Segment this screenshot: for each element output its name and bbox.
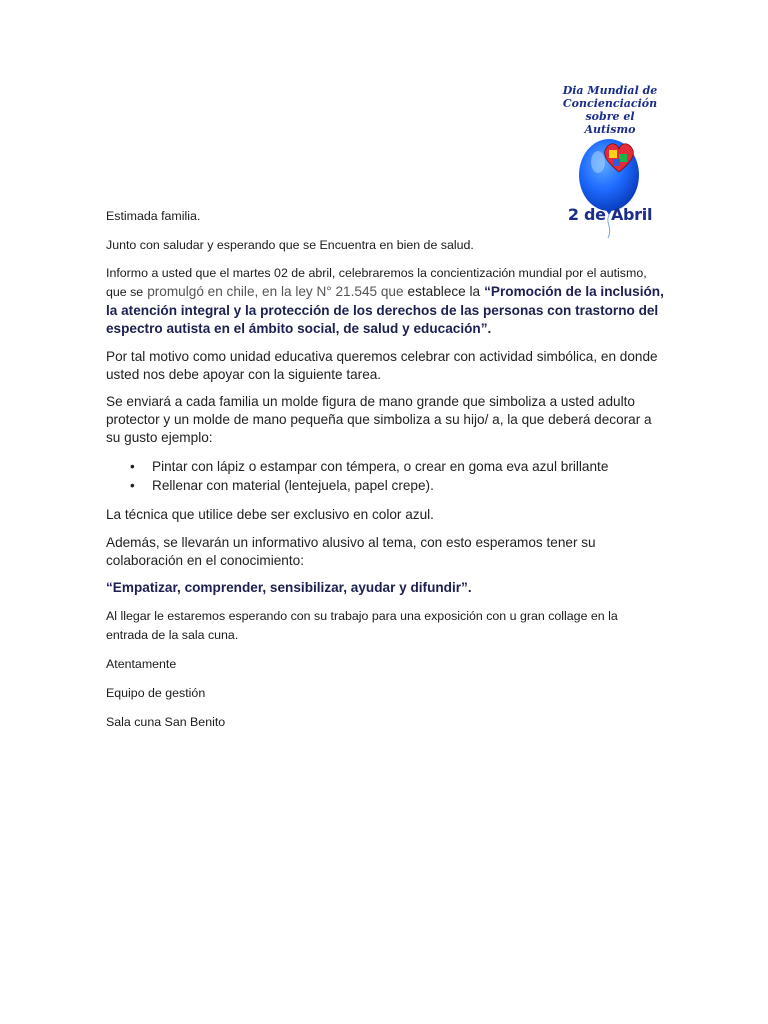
bullet-icon: •	[130, 459, 135, 474]
list-item	[106, 477, 666, 496]
decoration-options-list	[106, 458, 666, 495]
announcement-law-title: “Promoción de la inclusión, la atención integral y la protección de los derechos de las personas con trastorno del espectro autista en el ámbito social, de salud y educación”.	[106, 284, 664, 336]
paragraph-announcement	[106, 264, 666, 338]
announcement-text-1: Informo a usted que el martes 02 de abril, celebraremos la concientización mundial por el autismo, que se	[106, 266, 647, 299]
bullet-icon: •	[130, 477, 135, 493]
list-item-text: Rellenar con material (lentejuela, papel crepe).	[152, 477, 434, 493]
paragraph-information: Además, se llevarán un informativo alusivo al tema, con esto esperamos tener su colaboración en el conocimiento:	[106, 535, 596, 568]
signature-team: Equipo de gestión	[106, 686, 206, 700]
signature-institution: Sala cuna San Benito	[106, 715, 226, 729]
list-item-text: Pintar con lápiz o estampar con témpera, o crear en goma eva azul brillante	[152, 459, 609, 474]
list-item	[106, 458, 666, 477]
logo-title-line-2: Concienciación sobre el	[562, 97, 658, 123]
logo-title-line-3: Autismo	[584, 123, 636, 136]
motto: “Empatizar, comprender, sensibilizar, ayudar y difundir”.	[106, 580, 472, 595]
paragraph-intro: Junto con saludar y esperando que se Encuentra en bien de salud.	[106, 238, 474, 252]
paragraph-technique: La técnica que utilice debe ser exclusivo en color azul.	[106, 507, 434, 522]
logo-date: 2 de Abril	[567, 205, 653, 224]
greeting: Estimada familia.	[106, 209, 201, 223]
paragraph-activity: Por tal motivo como unidad educativa queremos celebrar con actividad simbólica, en donde usted nos debe apoyar con la siguiente tarea.	[106, 349, 658, 382]
announcement-law-text: promulgó en chile, en la ley N° 21.545 que	[147, 284, 404, 299]
announcement-text-2: establece la	[407, 284, 481, 299]
paragraph-exhibition: Al llegar le estaremos esperando con su trabajo para una exposición con u gran collage en la entrada de la sala cuna.	[106, 609, 618, 642]
logo-title-line-1: Dia Mundial de	[562, 84, 658, 97]
paragraph-instructions: Se enviará a cada familia un molde figura de mano grande que simboliza a usted adulto protector y un molde de mano pequeña que simboliza a su hijo/ a, la que deberá decorar a su gusto ejemplo:	[106, 394, 652, 445]
closing: Atentamente	[106, 657, 177, 671]
logo-title	[545, 84, 675, 136]
